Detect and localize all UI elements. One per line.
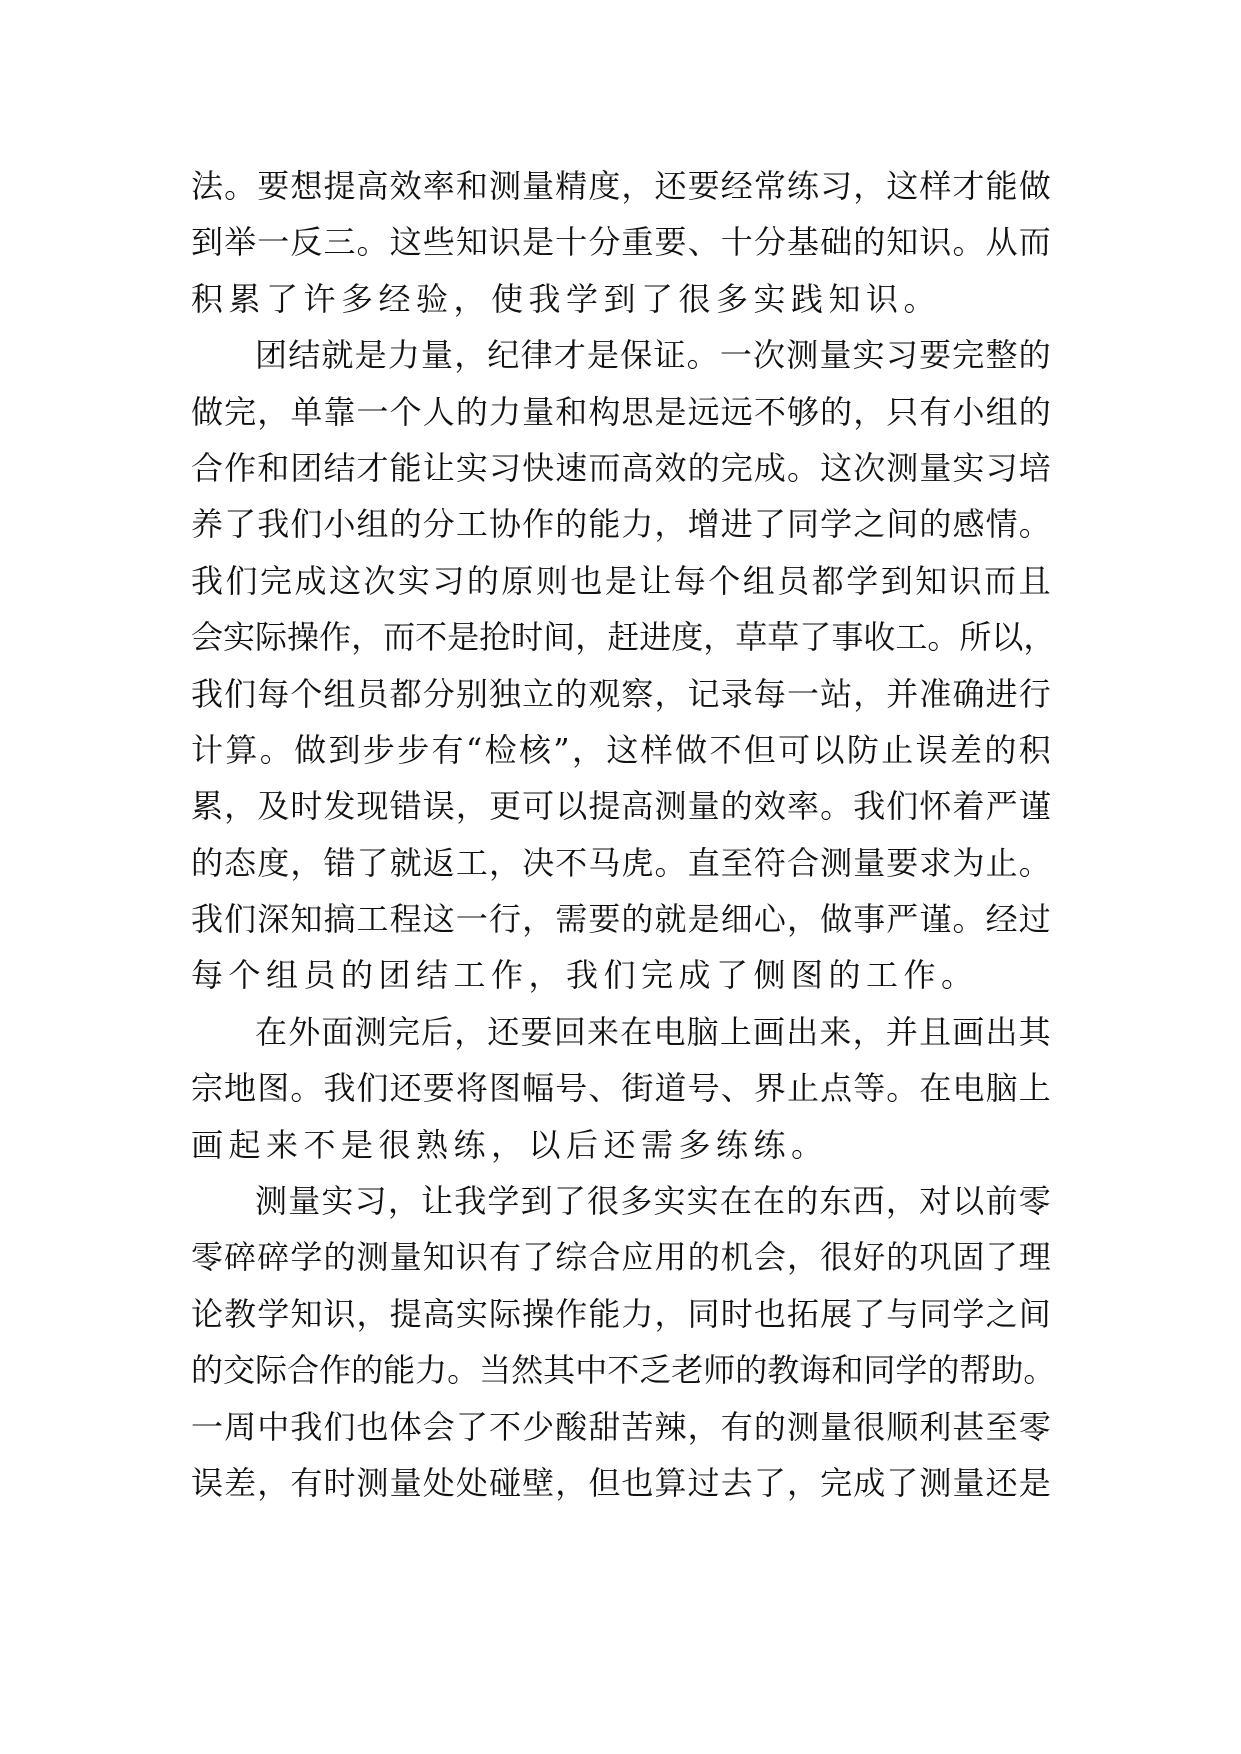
text-line: 的 交 际 合 作 的 能 力 。 当 然 其 中 不 乏 老 师 的 教 诲 和 同 学 的 帮 助 。 [191,1351,1056,1390]
text-line: 每个组员的团结工作，我们完成了侧图的工作。 [191,956,979,995]
text-line: 零 碎 碎 学 的 测 量 知 识 有 了 综 合 应 用 的 机 会 ， 很 好 的 巩 固 了 理 [191,1238,1051,1277]
text-line: 到 举 一 反 三 。 这 些 知 识 是 十 分 重 要 、 十 分 基 础 的 知 识 。 从 而 [191,223,1051,262]
text-line: 误 差 ， 有 时 测 量 处 处 碰 壁 ， 但 也 算 过 去 了 ， 完 成 了 测 量 还 是 [191,1463,1051,1502]
text-line: 一 周 中 我 们 也 体 会 了 不 少 酸 甜 苦 辣 ， 有 的 测 量 很 顺 利 甚 至 零 [191,1407,1051,1446]
text-line: 论 教 学 知 识 ， 提 高 实 际 操 作 能 力 ， 同 时 也 拓 展 了 与 同 学 之 间 [191,1294,1051,1333]
text-line: 养 了 我 们 小 组 的 分 工 协 作 的 能 力 ， 增 进 了 同 学 之 间 的 感 情 。 [191,505,1051,544]
text-line: 做 完 ， 单 靠 一 个 人 的 力 量 和 构 思 是 远 远 不 够 的 ， 只 有 小 组 的 [191,392,1051,431]
text-line: 团 结 就 是 力 量 ， 纪 律 才 是 保 证 。 一 次 测 量 实 习 要 完 整 的 [255,336,1051,375]
text-line: 累 ， 及 时 发 现 错 误 ， 更 可 以 提 高 测 量 的 效 率 。 我 们 怀 着 严 谨 [191,787,1051,826]
text-line: 测 量 实 习 ， 让 我 学 到 了 很 多 实 实 在 在 的 东 西 ， 对 以 前 零 [255,1182,1051,1221]
text-line: 计 算 。 做 到 步 步 有 “ 检 核 ” ， 这 样 做 不 但 可 以 防 止 误 差 的 积 [191,730,1051,769]
text-line: 的 态 度 ， 错 了 就 返 工 ， 决 不 马 虎 。 直 至 符 合 测 量 要 求 为 止 。 [191,843,1051,882]
text-line: 我 们 完 成 这 次 实 习 的 原 则 也 是 让 每 个 组 员 都 学 到 知 识 而 且 [191,561,1051,600]
body-text [191,158,1056,1511]
text-line: 会 实 际 操 作 ， 而 不 是 抢 时 间 ， 赶 进 度 ， 草 草 了 事 收 工 。 所 以 ， [191,618,1056,657]
text-line: 积累了许多经验，使我学到了很多实践知识。 [191,279,942,318]
text-line: 画起来不是很熟练，以后还需多练练。 [191,1125,829,1164]
text-line: 我 们 每 个 组 员 都 分 别 独 立 的 观 察 ， 记 录 每 一 站 ， 并 准 确 进 行 [191,674,1051,713]
text-line: 宗 地 图 。 我 们 还 要 将 图 幅 号 、 街 道 号 、 界 止 点 等 。 在 电 脑 上 [191,1069,1051,1108]
text-line: 法 。 要 想 提 高 效 率 和 测 量 精 度 ， 还 要 经 常 练 习 ， 这 样 才 能 做 [191,167,1051,205]
text-line: 合 作 和 团 结 才 能 让 实 习 快 速 而 高 效 的 完 成 。 这 次 测 量 实 习 培 [191,448,1051,487]
text-line: 在 外 面 测 完 后 ， 还 要 回 来 在 电 脑 上 画 出 来 ， 并 且 画 出 其 [255,1012,1051,1051]
text-line: 我 们 深 知 搞 工 程 这 一 行 ， 需 要 的 就 是 细 心 ， 做 事 严 谨 。 经 过 [191,900,1051,939]
